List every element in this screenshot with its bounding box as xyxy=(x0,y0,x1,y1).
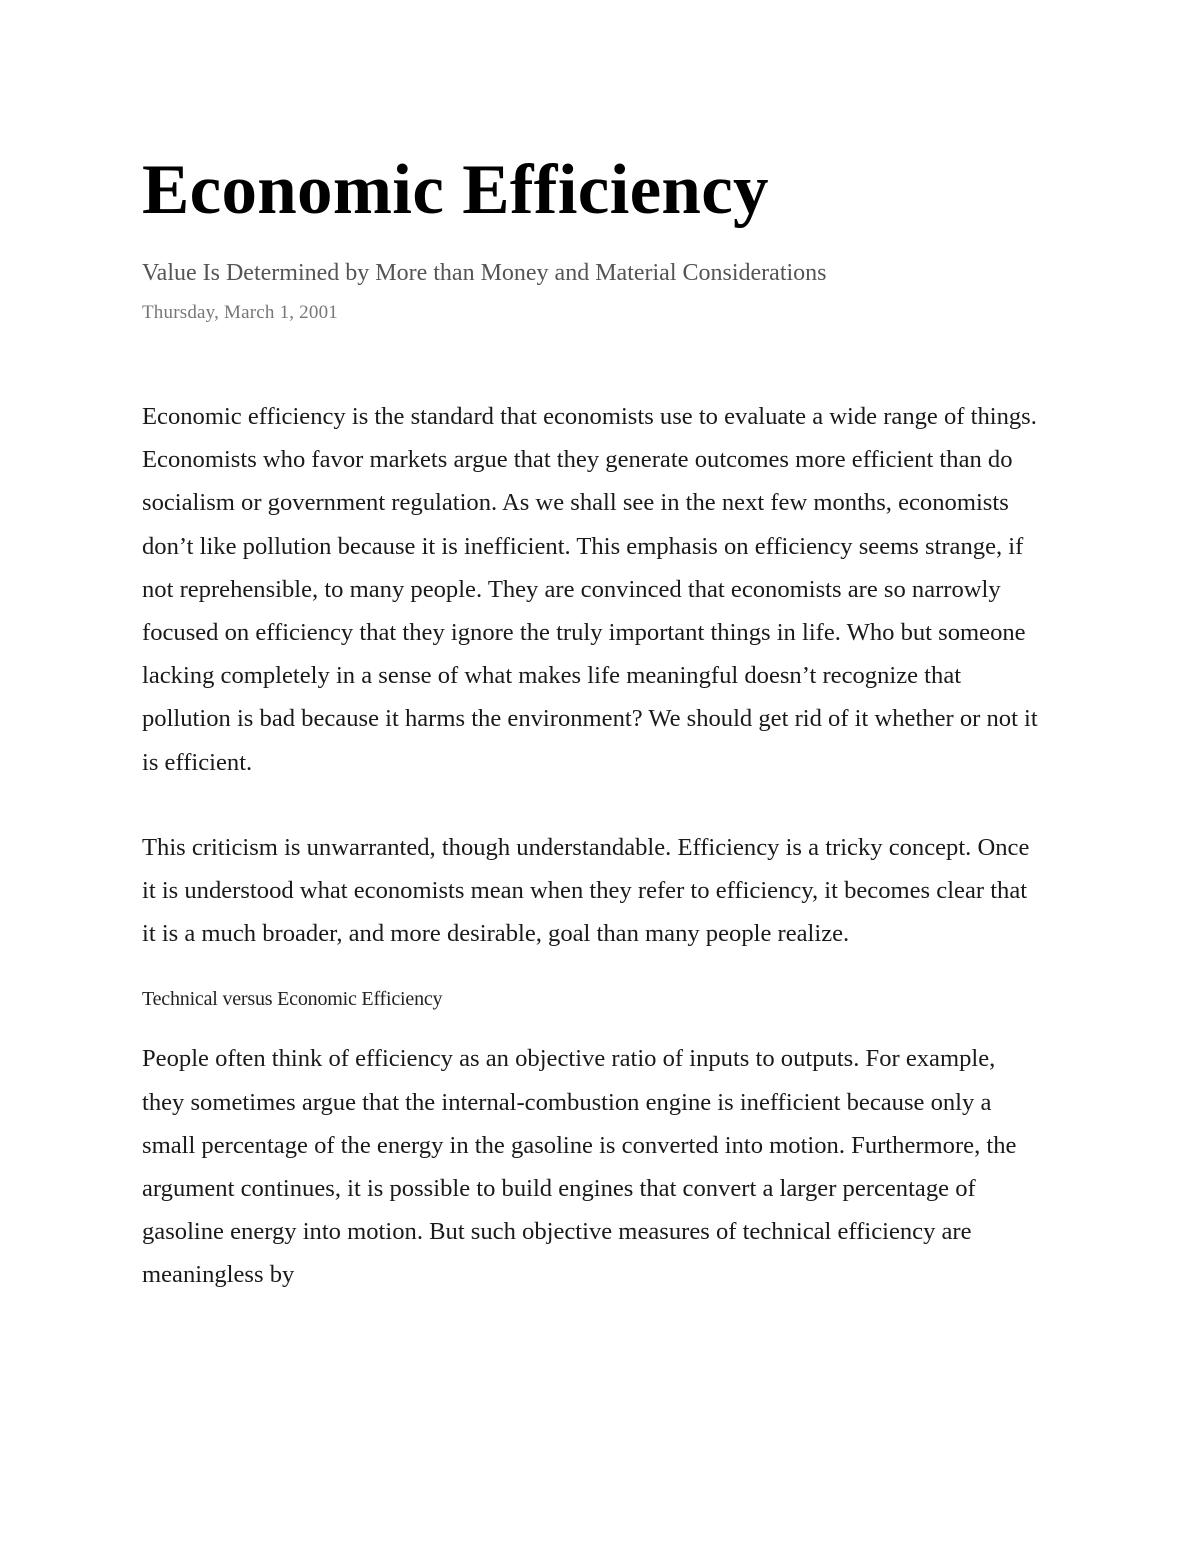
body-paragraph-1: Economic efficiency is the standard that economists use to evaluate a wide range of things. Economists who favor markets argue that they generate outcomes more efficient than do socialism or government regulation. As we shall see in the next few months, economists don’t like pollution because it is inefficient. This emphasis on efficiency seems strange, if not reprehensible, to many people. They are convinced that economists are so narrowly focused on efficiency that they ignore the truly important things in life. Who but someone lacking completely in a sense of what makes life meaningful doesn’t recognize that pollution is bad because it harms the environment? We should get rid of it whether or not it is efficient. xyxy=(142,403,1038,776)
section-heading: Technical versus Economic Efficiency xyxy=(142,988,443,1011)
body-paragraph-3: People often think of efficiency as an objective ratio of inputs to outputs. For example, they sometimes argue that the internal-combustion engine is inefficient because only a small percentage of the energy in the gasoline is converted into motion. Furthermore, the argument continues, it is possible to build engines that convert a larger percentage of gasoline energy into motion. But such objective measures of technical efficiency are meaningless by xyxy=(142,1045,1017,1289)
article-subtitle: Value Is Determined by More than Money and Material Considerations xyxy=(142,260,827,286)
body-paragraph-2: This criticism is unwarranted, though understandable. Efficiency is a tricky concept. Once it is understood what economists mean when they refer to efficiency, it becomes clear that it is a much broader, and more desirable, goal than many people realize. xyxy=(142,833,1030,948)
article-title: Economic Efficiency xyxy=(142,151,769,229)
article xyxy=(142,150,1042,1297)
publication-date: Thursday, March 1, 2001 xyxy=(142,302,338,323)
